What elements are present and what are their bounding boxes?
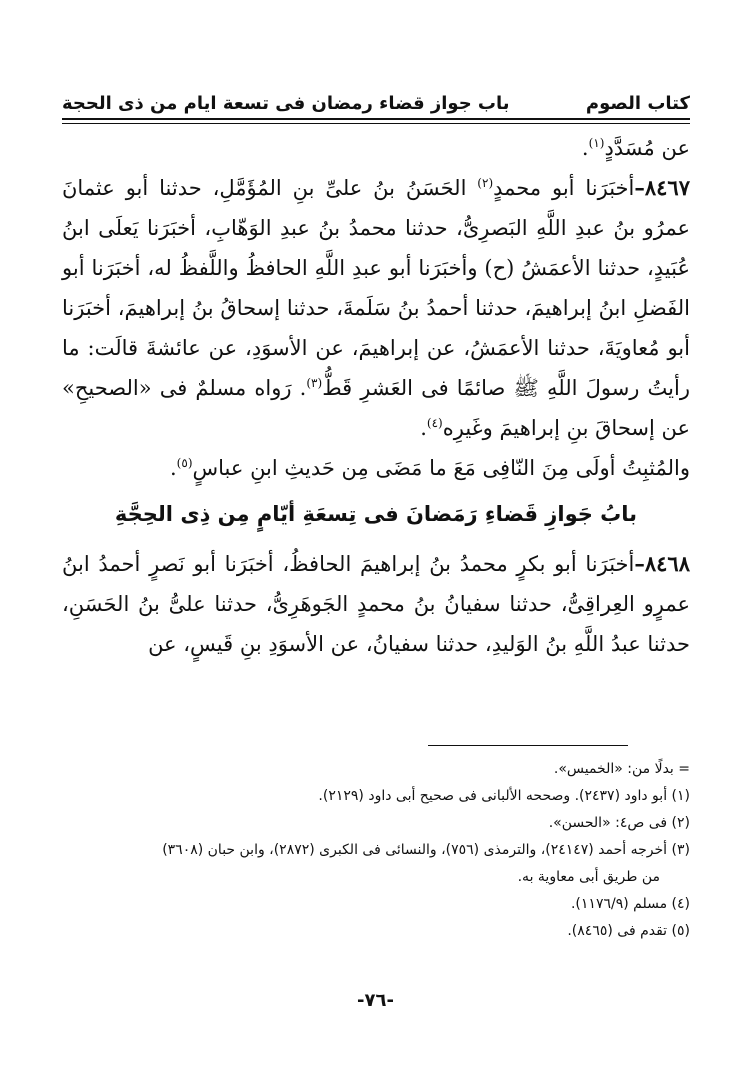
running-header (62, 86, 690, 114)
hadith-number: ٨٤٦٨– (634, 551, 690, 576)
footnote-4: (٤) مسلم (١١٧٦/٩). (570, 896, 690, 912)
page-number: -٧٦- (357, 990, 394, 1011)
footnote-ref: (٥) (176, 456, 193, 470)
hadith-8468: ٨٤٦٨–أخبَرَنا أبو بكرٍ محمدُ بنُ إبراهيمَ الحافظُ، أخبَرَنا أبو نَصرٍ أحمدُ ابنُ عمرٍو العِراقِىُّ، حدثنا سفيانُ بنُ محمدٍ الجَوهَرِىُّ، حدثنا علىُّ بنُ الحَسَنِ، حدثنا عبدُ اللَّهِ بنُ الوَليدِ، حدثنا سفيانُ، عن الأسوَدِ بنِ قَيسٍ، عن (62, 551, 690, 656)
footnote-ref: (١) (588, 136, 605, 150)
footnote-ref: (٢) (477, 176, 494, 190)
header-rule (62, 118, 690, 124)
footnote-separator (428, 745, 628, 746)
footnote-0: = بدلًا من: «الخميس». (553, 761, 690, 777)
hadith-8467: ٨٤٦٧–أخبَرَنا أبو محمدٍ$^{(٢)}$ الحَسَنُ بنُ علىِّ بنِ المُؤَمَّلِ، حدثنا أبو عثمانَ عمرُو بنُ عبدِ اللَّهِ البَصرِىُّ، حدثنا محمدُ بنُ عبدِ الوَهّابِ، أخبَرَنا يَعلَى ابنُ عُبَيدٍ، حدثنا الأعمَشُ (ح) وأخبَرَنا أبو عبدِ اللَّهِ الحافظُ واللَّفظُ له، أخبَرَنا أبو الفَضلِ ابنُ إبراهيمَ، حدثنا أحمدُ بنُ سَلَمةَ، حدثنا إسحاقُ بنُ إبراهيمَ، أخبَرَنا أبو مُعاويَةَ، حدثنا الأعمَشُ، عن إبراهيمَ، عن الأسوَدِ، عن عائشةَ قالَت: ما رأيتُ رسولَ اللَّهِ ﷺ صائمًا فى العَشرِ قَطُّ$^{(٣)}$. رَواه مسلمٌ فى «الصحيحِ» عن إسحاقَ بنِ إبراهيمَ وغَيرِه$^{(٤)}$. (62, 175, 690, 440)
footnote-ref: (٤) (426, 416, 443, 430)
main-text (62, 128, 690, 664)
chapter-running-title: باب جواز قضاء رمضان فى تسعة ايام من ذى الحجة (62, 93, 510, 114)
paragraph-continuation: عن مُسَدَّدٍ$^{(١)}$. (581, 136, 690, 160)
conclusion-paragraph: والمُثبِتُ أولَى مِنَ النّافِى مَعَ ما مَضَى مِن حَديثِ ابنِ عباسٍ$^{(٥)}$. (169, 456, 690, 480)
book-title: كتاب الصوم (585, 93, 690, 114)
footnote-5: (٥) تقدم فى (٨٤٦٥). (567, 923, 690, 939)
footnote-3: (٣) أخرجه أحمد (٢٤١٤٧)، والترمذى (٧٥٦)، والنسائى فى الكبرى (٢٨٧٢)، وابن حبان (٣٦٠٨) (162, 842, 690, 858)
footnote-1: (١) أبو داود (٢٤٣٧). وصححه الألبانى فى صحيح أبى داود (٢١٢٩). (318, 788, 690, 804)
footnote-2: (٢) فى ص٤: «الحسن». (548, 815, 690, 831)
chapter-heading: بابُ جَوازِ قَضاءِ رَمَضانَ فى تِسعَةِ أيّامٍ مِن ذِى الحِجَّةِ (114, 502, 638, 526)
hadith-number: ٨٤٦٧– (634, 175, 690, 200)
footnote-3-continued: من طريق أبى معاوية به. (517, 869, 660, 885)
footnotes (62, 756, 690, 945)
footnote-ref: (٣) (306, 376, 323, 390)
